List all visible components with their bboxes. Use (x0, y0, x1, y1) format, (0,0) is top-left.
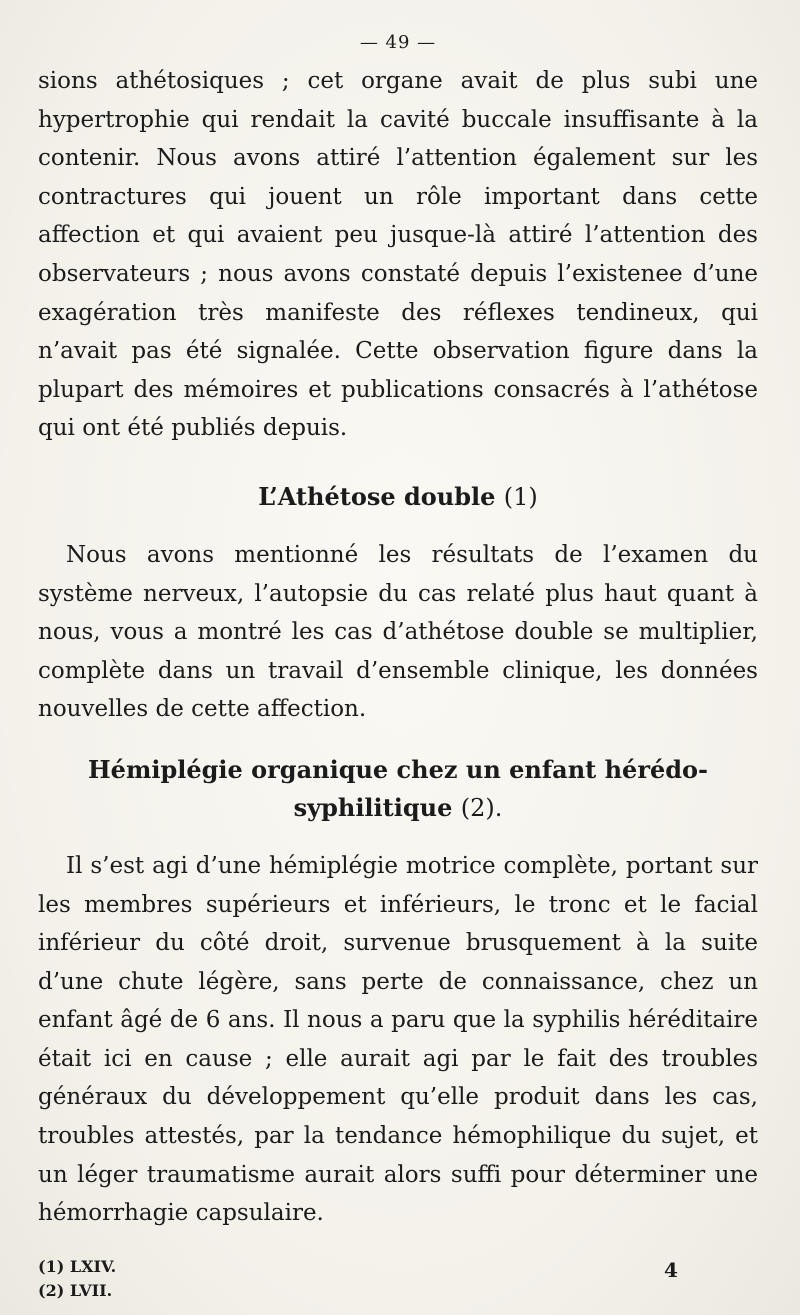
footnote: (2) LVII. (38, 1280, 113, 1300)
heading-footnote-ref: (1) (503, 482, 538, 511)
heading-title: L’Athétose double (258, 481, 496, 511)
heading-line-2: syphilitique (293, 792, 453, 822)
paragraph-hemiplegie: Il s’est agi d’une hémiplégie motrice complète, portant sur les membres supérieurs et inférieurs, le tronc et le facial inférieur du côté droit, survenue brusquement à la suite d’une chute légère, sans perte de connaissance, chez un enfant âgé de 6 ans. Il nous a paru que la syphilis héréditaire était ici en cause ; elle aurait agi par le fait des troubles généraux du développement qu’elle produit dans les cas, troubles attestés, par la tendance hémophilique du sujet, et un léger traumatisme aurait alors suffi pour déterminer une hémorrhagie capsulaire. (38, 852, 758, 1227)
heading-hemiplegie (38, 751, 758, 827)
heading-footnote-ref: (2). (460, 793, 503, 822)
page-number: — 49 — (359, 32, 437, 53)
paragraph-athetose-contractures: sions athétosiques ; cet organe avait de plus subi une hypertrophie qui rendait la cavité buccale insuffisante à la contenir. Nous avons attiré l’attention également sur les contractures qui jouent un rôle important dans cette affection et qui avaient peu jusque-là attiré l’attention des observateurs ; nous avons constaté depuis l’existenee d’une exagération très manifeste des réflexes tendineux, qui n’avait pas été signalée. Cette observation figure dans la plupart des mémoires et publications consacrés à l’athétose qui ont été publiés depuis. (38, 68, 758, 442)
heading-line-1: Hémiplégie organique chez un enfant hérédo- (88, 754, 708, 784)
signature-mark: 4 (664, 1258, 678, 1282)
paragraph-athetose-double: Nous avons mentionné les résultats de l’examen du système nerveux, l’autopsie du cas relaté plus haut quant à nous, vous a montré les cas d’athétose double se multiplier, complète dans un travail d’ensemble clinique, les données nouvelles de cette affection. (38, 541, 758, 723)
heading-athetose-double (38, 478, 758, 516)
footnotes (38, 1255, 758, 1303)
footnote: (1) LXIV. (38, 1256, 117, 1276)
